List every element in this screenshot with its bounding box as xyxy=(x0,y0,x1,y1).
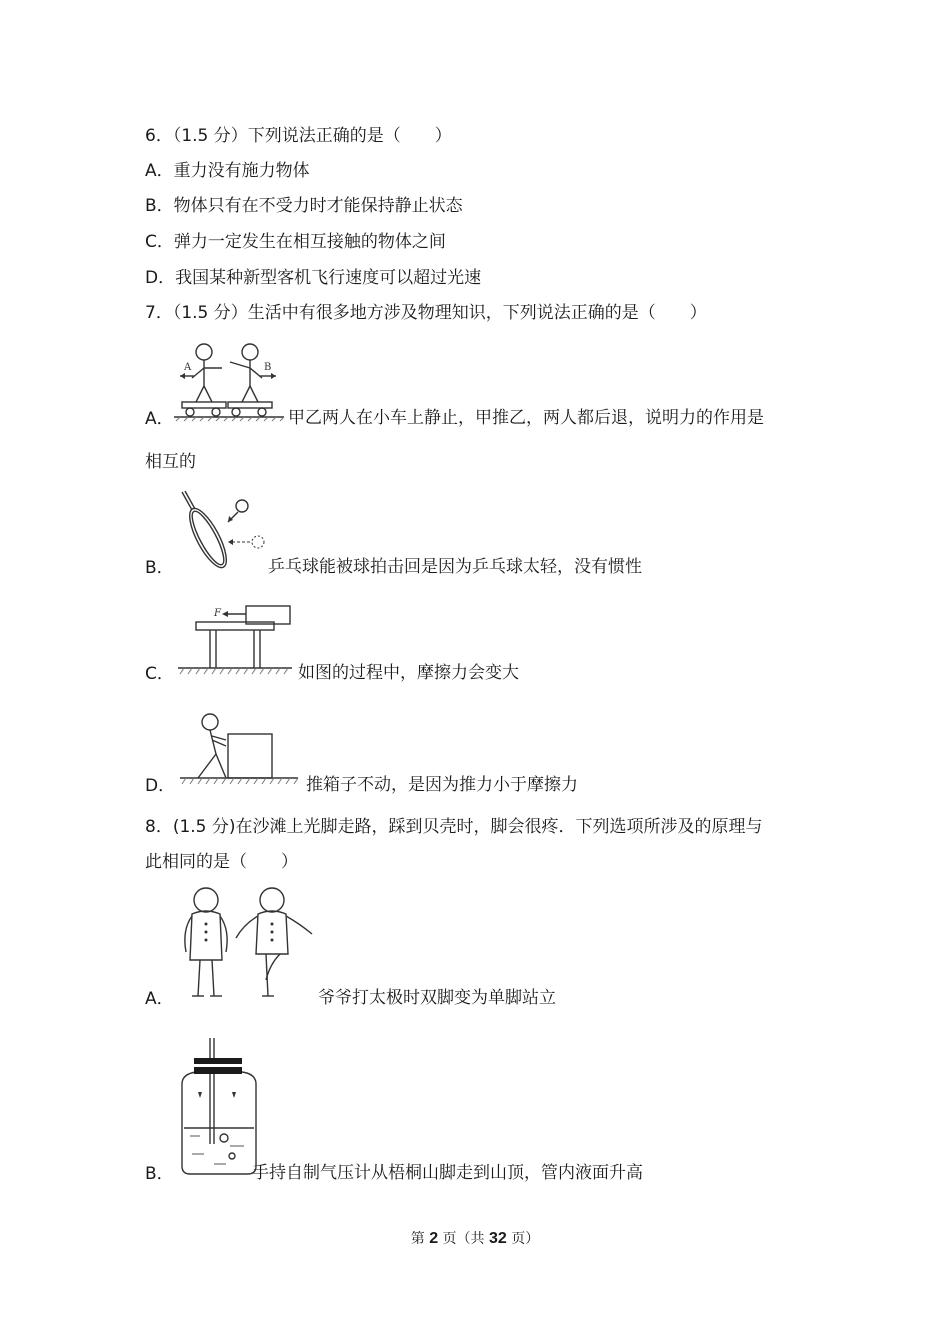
q7-option-a-text: 甲乙两人在小车上静止，甲推乙，两人都后退，说明力的作用是 xyxy=(288,408,764,428)
tai-chi-figure xyxy=(174,884,320,1004)
paddle-figure xyxy=(172,488,268,574)
q6-option-a: A．重力没有施力物体 xyxy=(145,161,310,181)
footer-suffix: 页） xyxy=(506,1231,540,1247)
q8-stem-cont: 此相同的是（ ） xyxy=(145,852,298,872)
footer-prefix: 第 xyxy=(410,1231,430,1247)
table-box-figure xyxy=(174,602,296,678)
q8-option-b-text: 手持自制气压计从梧桐山脚走到山顶，管内液面升高 xyxy=(252,1163,643,1183)
q7-option-a-label: A． xyxy=(145,409,174,429)
q7-option-d-text: 推箱子不动，是因为推力小于摩擦力 xyxy=(306,775,578,795)
q7-option-b-text: 乒乓球能被球拍击回是因为乒乓球太轻，没有惯性 xyxy=(268,557,642,577)
push-box-figure xyxy=(176,708,302,788)
cart-label-b: B xyxy=(264,362,272,373)
barometer-figure xyxy=(174,1036,264,1178)
q6-option-c: C．弹力一定发生在相互接触的物体之间 xyxy=(145,232,446,252)
q8-stem: 8．(1.5 分)在沙滩上光脚走路，踩到贝壳时，脚会很疼．下列选项所涉及的原理与 xyxy=(145,817,763,837)
q6-stem: 6．（1.5 分）下列说法正确的是（ ） xyxy=(145,126,452,146)
q7-option-b-label: B． xyxy=(145,558,174,578)
carts-figure xyxy=(172,340,288,422)
footer-page-number: 2 xyxy=(429,1230,439,1247)
q7-option-c-text: 如图的过程中，摩擦力会变大 xyxy=(298,663,519,683)
page-footer xyxy=(0,1228,950,1248)
q7-option-c-label: C． xyxy=(145,664,174,684)
q6-option-b: B．物体只有在不受力时才能保持静止状态 xyxy=(145,196,463,216)
footer-total-pages: 32 xyxy=(489,1230,507,1247)
cart-label-a: A xyxy=(184,362,192,373)
q8-option-a-label: A． xyxy=(145,989,174,1009)
force-label-f: F xyxy=(214,608,221,619)
q8-option-b-label: B． xyxy=(145,1164,174,1184)
q8-option-a-text: 爷爷打太极时双脚变为单脚站立 xyxy=(318,988,556,1008)
q7-stem: 7．（1.5 分）生活中有很多地方涉及物理知识，下列说法正确的是（ ） xyxy=(145,303,707,323)
q7-option-d-label: D． xyxy=(145,776,176,796)
q7-option-a-text-cont: 相互的 xyxy=(145,452,196,472)
q6-option-d: D．我国某种新型客机飞行速度可以超过光速 xyxy=(145,268,482,288)
footer-middle: 页（共 xyxy=(438,1231,489,1247)
